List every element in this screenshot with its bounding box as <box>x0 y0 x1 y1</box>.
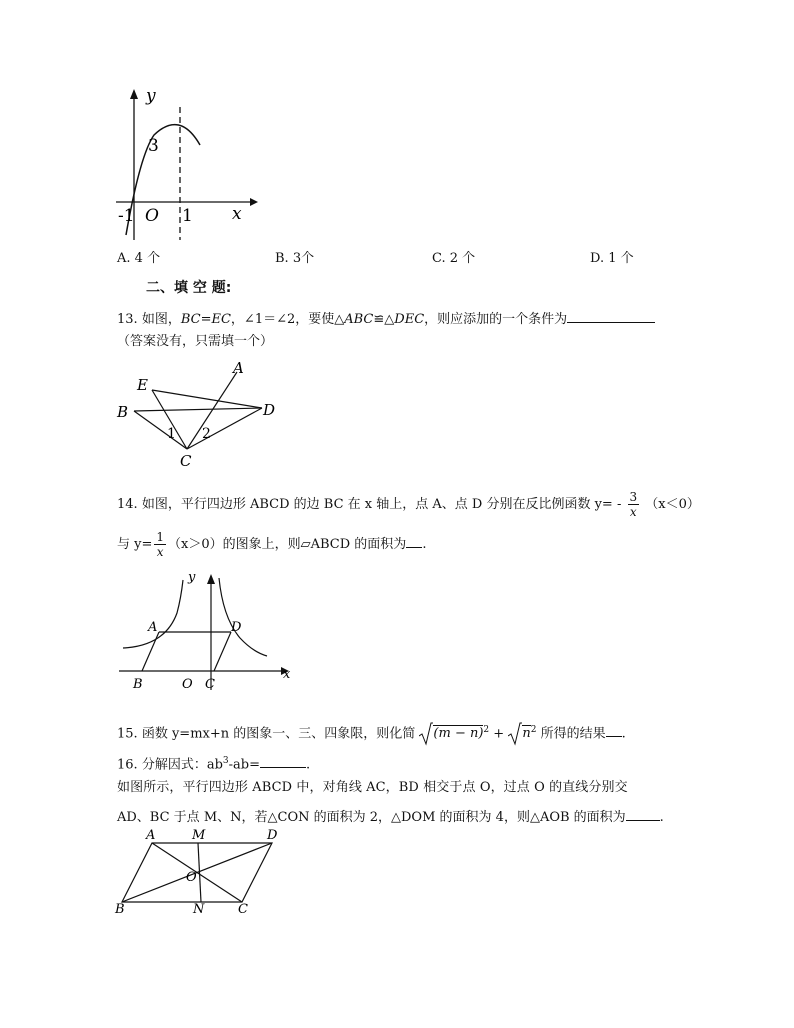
q15-answer-blank[interactable] <box>606 722 622 737</box>
option-d[interactable]: D. 1 个 <box>590 251 634 266</box>
q17-line2: AD、BC 于点 M、N，若△CON 的面积为 2，△DOM 的面积为 4，则△AOB 的面积为 . <box>117 806 664 827</box>
fig13-label-b: B <box>117 403 129 421</box>
q13-line1: 13. 如图，BC=EC，∠1＝∠2，要使△ABC≌△DEC，则应添加的一个条件为 <box>117 308 655 329</box>
fig13-label-a: A <box>233 359 244 377</box>
q16-answer-blank[interactable] <box>260 753 306 768</box>
q17-answer-blank[interactable] <box>626 806 660 821</box>
fig14-label-x: x <box>283 667 291 682</box>
graph-neg1-label: -1 <box>118 206 135 226</box>
fig17-label-c: C <box>238 902 248 917</box>
option-b[interactable]: B. 3个 <box>275 251 315 266</box>
graph-origin-label: O <box>145 206 159 226</box>
q14-fraction-2: $\frac{1}{x}$ <box>156 530 165 559</box>
fig13-angle-2: 2 <box>202 426 211 442</box>
fig13-label-e: E <box>137 376 148 394</box>
sqrt-icon <box>419 722 433 746</box>
q14-line2: 与 y= $\frac{1}{x}$ （x＞0）的图象上，则▱ABCD 的面积为 . <box>117 530 427 559</box>
hyperbola-parallelogram-figure <box>115 568 295 698</box>
q16-line: 16. 分解因式：$ab^3-ab=$ . <box>117 752 310 774</box>
graph-y-label: y <box>146 86 156 106</box>
parabola-graph <box>110 85 260 245</box>
fig17-label-b: B <box>115 902 125 917</box>
fig14-label-c: C <box>205 677 215 692</box>
graph-three-label: 3 <box>148 136 159 156</box>
section-title: 二、填 空 题: <box>146 280 232 296</box>
q17-line1: 如图所示，平行四边形 ABCD 中，对角线 AC，BD 相交于点 O，过点 O 的直线分别交 <box>117 780 628 795</box>
sqrt-icon <box>508 722 522 746</box>
parallelogram-figure <box>112 825 287 917</box>
q14-answer-blank[interactable] <box>406 533 422 548</box>
fig14-label-o: O <box>182 677 193 692</box>
fig13-angle-1: 1 <box>167 426 176 442</box>
q15-line: 15. 函数 y=mx+n 的图象一、三、四象限，则化简 $(m - n)^2 + n^2$ 所得的结果 . <box>117 716 626 744</box>
fig14-label-b: B <box>133 677 143 692</box>
option-a[interactable]: A. 4 个 <box>117 251 161 266</box>
fig17-label-o: O <box>186 870 197 885</box>
fig17-label-m: M <box>192 828 206 843</box>
graph-x-label: x <box>232 204 242 224</box>
q14-fraction-1: $\frac{3}{x}$ <box>629 490 638 519</box>
fig17-label-d: D <box>267 828 278 843</box>
fig14-label-a: A <box>148 620 158 635</box>
fig17-label-a: A <box>146 828 156 843</box>
fig17-label-n: N <box>193 902 205 917</box>
q14-line1: 14. 如图，平行四边形 ABCD 的边 BC 在 x 轴上，点 A、点 D 分别在反比例函数 y= - $\frac{3}{x}$ （x＜0） <box>117 490 700 519</box>
graph-one-label: 1 <box>182 206 193 226</box>
fig14-label-d: D <box>231 620 242 635</box>
fig13-label-c: C <box>180 452 192 470</box>
q13-answer-blank[interactable] <box>567 308 655 323</box>
option-c[interactable]: C. 2 个 <box>432 251 476 266</box>
fig13-label-d: D <box>263 401 276 419</box>
fig14-label-y: y <box>188 570 196 585</box>
q13-line2: （答案没有，只需填一个） <box>117 334 274 349</box>
triangles-figure <box>112 358 287 470</box>
